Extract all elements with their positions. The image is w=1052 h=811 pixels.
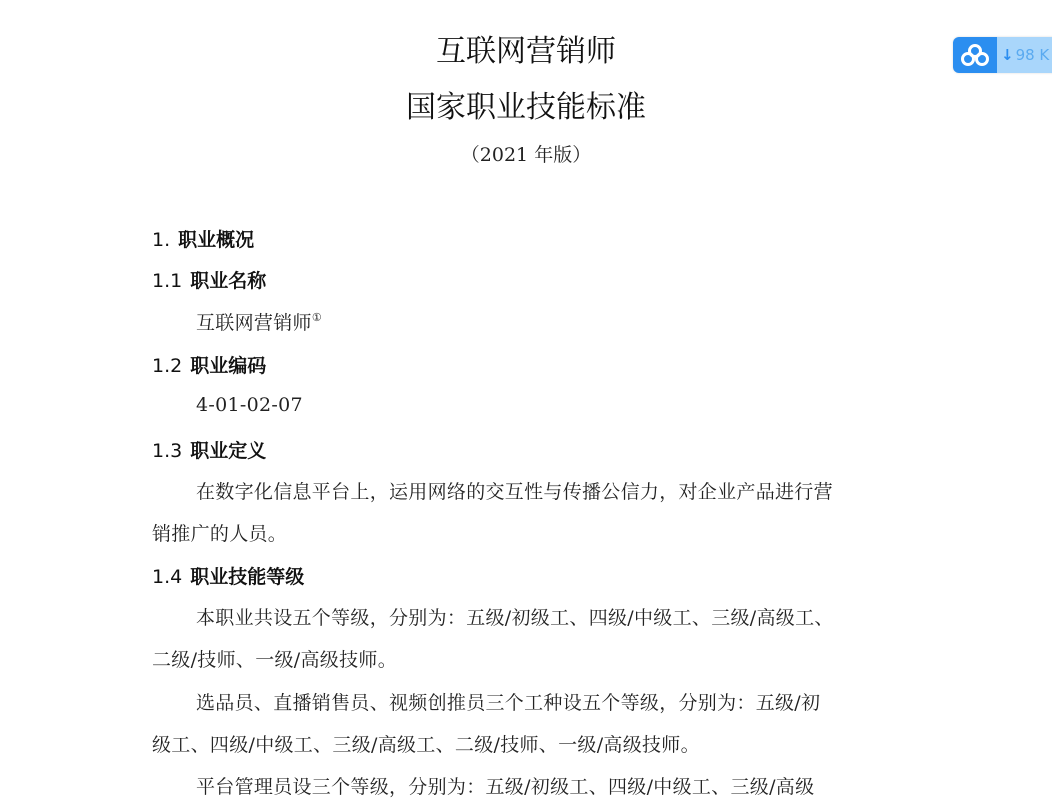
section-title: 职业技能等级 — [190, 566, 305, 588]
section-number: 1.3 — [152, 440, 183, 462]
doc-edition: （2021 年版） — [460, 144, 592, 166]
occupation-name — [196, 308, 322, 335]
section-title: 职业名称 — [190, 270, 267, 292]
doc-title-line1: 互联网营销师 — [436, 34, 616, 69]
footnote-marker[interactable]: ① — [311, 311, 322, 324]
doc-title-line2: 国家职业技能标准 — [406, 90, 646, 125]
occupation-code: 4-01-02-07 — [196, 394, 303, 416]
section-number: 1.4 — [152, 566, 183, 588]
levels-p2-line-1: 选品员、直播销售员、视频创推员三个工种设五个等级，分别为：五级/初 — [196, 692, 821, 714]
speed-text: 98 K — [1015, 46, 1050, 64]
levels-p3-line-1: 平台管理员设三个等级，分别为：五级/初级工、四级/中级工、三级/高级 — [196, 776, 815, 798]
section-heading-1-2 — [152, 351, 266, 378]
download-widget[interactable] — [953, 37, 1052, 73]
download-speed — [997, 37, 1052, 73]
section-number: 1.2 — [152, 355, 183, 377]
definition-line-1: 在数字化信息平台上，运用网络的交互性与传播公信力，对企业产品进行营 — [196, 481, 833, 503]
section-title: 职业概况 — [178, 229, 255, 251]
definition-line-2: 销推广的人员。 — [152, 523, 288, 545]
section-title: 职业编码 — [190, 355, 267, 377]
section-heading-1-1 — [152, 266, 266, 293]
cloud-logo-icon[interactable] — [953, 37, 997, 73]
section-title: 职业定义 — [190, 440, 267, 462]
levels-p2-line-2: 级工、四级/中级工、三级/高级工、二级/技师、一级/高级技师。 — [152, 734, 700, 756]
section-number: 1.1 — [152, 270, 183, 292]
download-arrow-icon: ↓ — [1001, 46, 1014, 64]
section-heading-1-3 — [152, 436, 266, 463]
levels-p1-line-1: 本职业共设五个等级，分别为：五级/初级工、四级/中级工、三级/高级工、 — [196, 607, 834, 629]
levels-p1-line-2: 二级/技师、一级/高级技师。 — [152, 649, 398, 671]
section-number: 1. — [152, 229, 171, 251]
section-heading-1 — [152, 225, 254, 252]
occupation-name-text: 互联网营销师 — [196, 312, 312, 334]
section-heading-1-4 — [152, 562, 304, 589]
